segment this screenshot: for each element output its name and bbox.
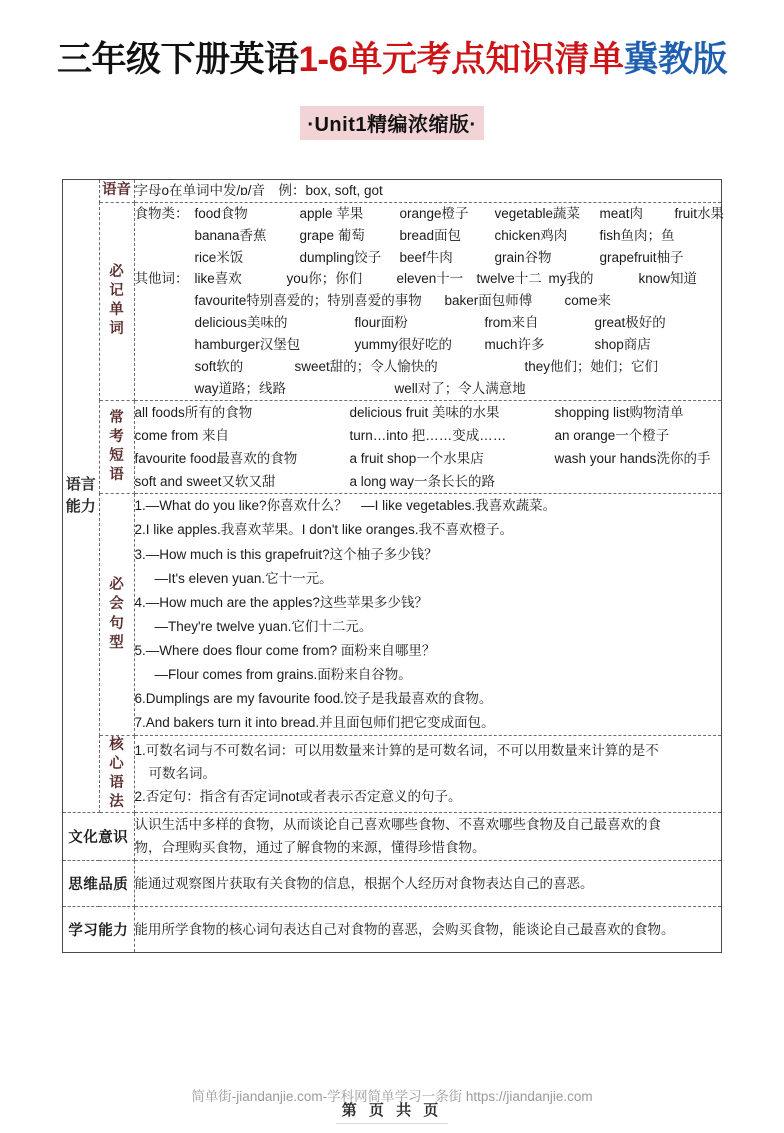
sentence-item: 7.And bakers turn it into bread.并且面包师们把它变成面包。 [134,714,495,730]
word-item: flour面粉 [354,315,408,331]
word-item: meat肉 [599,205,644,221]
word-item: delicious美味的 [194,315,288,331]
word-item: orange橙子 [399,205,469,221]
word-item: grain谷物 [494,249,552,265]
phrase-line [135,401,722,424]
phrase-item: an orange一个橙子 [554,427,670,443]
word-item: twelve十二 [476,271,542,287]
word-item: like喜欢 [194,271,242,287]
row-label-common-phrases: 常 考 短 语 [99,400,134,494]
word-item: fish鱼肉；鱼 [599,227,675,243]
phrase-item: come from 来自 [134,427,230,443]
table-row-thinking [63,860,721,906]
row-label-language-ability: 语言能力 [63,180,99,813]
word-line [134,203,725,225]
learning-line: 能用所学食物的核心词句表达自己对食物的喜恶，会购买食物，能谈论自己最喜欢的食物。 [134,921,675,937]
phrase-line [135,424,722,447]
phrase-item: soft and sweet又软又甜 [134,474,276,490]
page-indicator [0,1099,784,1124]
word-line [135,268,722,290]
word-line [135,378,722,400]
title-segment-units: 1-6单元考点知识清单 [298,40,624,79]
thinking-line: 能通过观察图片获取有关食物的信息，根据个人经历对食物表达自己的喜恶。 [134,875,594,891]
table-row-learning [63,906,721,952]
cell-phonetics [134,180,721,202]
row-label-key-sentences: 必 会 句 型 [99,494,134,735]
row-label-must-know-words: 必 记 单 词 [99,202,134,400]
word-group-lead-other: 其他词： [134,271,189,287]
row-label-phonetics: 语音 [99,180,134,202]
word-item: bread面包 [399,227,462,243]
row-label-learning-ability: 学习能力 [63,906,134,952]
indent-spacer [135,356,195,378]
table-row-phrases [63,400,721,494]
sentence-item: 3.—How much is this grapefruit?这个柚子多少钱？ [134,546,438,562]
row-label-thinking-quality: 思维品质 [63,860,134,906]
word-item: from来自 [484,315,539,331]
word-line [135,247,722,269]
cell-phrases [134,400,721,494]
indent-spacer [135,247,195,269]
phrase-item: wash your hands洗你的手 [554,451,711,467]
sentence-item: —It's eleven yuan.它十一元。 [154,570,333,586]
table-row-sentences [63,494,721,735]
word-group-lead-food: 食物类： [134,205,189,221]
sentence-item: 2.I like apples.我喜欢苹果。I don't like oranges.我不喜欢橙子。 [134,522,513,538]
phonetics-text: 字母o在单词中发/ɒ/音 例：box, soft, got [134,183,383,198]
phrase-item: favourite food最喜欢的食物 [134,451,298,467]
phrase-line [135,447,722,470]
word-item: apple 苹果 [299,205,364,221]
grammar-item: 2.否定句：指含有否定词not或者表示否定意义的句子。 [134,789,462,805]
page-indicator-text: 第 页 共 页 [341,1102,443,1119]
title-segment-edition: 冀教版 [623,40,728,79]
phrase-item: delicious fruit 美味的水果 [349,404,500,420]
word-line [135,290,722,312]
word-item: you你；你们 [286,271,363,287]
word-item: favourite特别喜爱的；特别喜爱的事物 [194,293,422,309]
unit-subtitle: ·Unit1精编浓缩版· [300,106,483,140]
word-item: baker面包师傅 [444,293,533,309]
word-item: fruit水果 [674,205,725,221]
word-item: shop商店 [594,337,651,353]
culture-line: 物，合理购买食物，通过了解食物的来源，懂得珍惜食物。 [134,840,486,856]
word-item: much许多 [484,337,545,353]
cell-grammar [134,735,721,813]
phrase-item: a fruit shop一个水果店 [349,451,484,467]
indent-spacer [135,334,195,356]
cell-words [134,202,725,400]
page-indicator-rule [336,1123,448,1124]
cell-thinking [134,860,721,906]
knowledge-table [62,179,725,953]
word-item: yummy很好吃的 [354,337,452,353]
table-row-grammar [63,735,721,813]
word-item: great极好的 [594,315,666,331]
word-item: grapefruit柚子 [599,249,684,265]
word-item: rice米饭 [194,249,244,265]
indent-spacer [135,378,195,400]
word-item: way道路；线路 [194,380,287,396]
culture-line: 认识生活中多样的食物，从而谈论自己喜欢哪些食物、不喜欢哪些食物及自己最喜欢的食 [134,817,661,833]
word-line [135,356,722,378]
sentence-item: 5.—Where does flour come from? 面粉来自哪里？ [134,642,436,658]
cell-sentences [134,494,721,735]
grammar-item: 1.可数名词与不可数名词：可以用数量来计算的是可数名词，不可以用数量来计算的是不 [134,743,659,759]
word-line [135,334,722,356]
cell-culture [134,813,721,860]
word-item: know知道 [638,271,698,287]
word-item: grape 葡萄 [299,227,365,243]
word-item: sweet甜的；令人愉快的 [294,358,438,374]
indent-spacer [135,290,195,312]
sentence-item: 1.—What do you like?你喜欢什么？ —I like vegetables.我喜欢蔬菜。 [134,498,557,514]
row-label-core-grammar: 核 心 语 法 [99,735,134,813]
word-item: they他们；她们；它们 [524,358,659,374]
word-line [135,225,722,247]
subtitle-container [0,106,784,140]
row-label-cultural-awareness: 文化意识 [63,813,134,860]
word-item: eleven十一 [396,271,464,287]
indent-spacer [135,312,195,334]
title-segment-grade: 三年级下册英语 [56,40,299,79]
word-item: dumpling饺子 [299,249,382,265]
phrase-item: turn…into 把……变成…… [349,427,507,443]
phrase-item: shopping list购物清单 [554,404,684,420]
sentence-item: —They're twelve yuan.它们十二元。 [154,618,373,634]
phrase-item: all foods所有的食物 [134,404,253,420]
word-item: beef牛肉 [399,249,453,265]
word-line [135,312,722,334]
sentence-item: —Flour comes from grains.面粉来自谷物。 [154,666,412,682]
table-row-words [63,202,721,400]
table-row-culture [63,813,721,860]
word-item: food食物 [194,205,248,221]
phrase-line [135,470,722,493]
cell-learning [134,906,721,952]
sentence-item: 4.—How much are the apples?这些苹果多少钱？ [134,594,428,610]
word-item: my我的 [548,271,594,287]
sentence-item: 6.Dumplings are my favourite food.饺子是我最喜欢的食物。 [134,690,493,706]
grammar-item: 可数名词。 [148,766,216,782]
site-watermark: 简单街-jiandanjie.com-学科网简单学习一条街 https://jiandanjie.com [191,1089,593,1104]
word-item: chicken鸡肉 [494,227,568,243]
indent-spacer [135,225,195,247]
table-row-phonetics [63,180,721,202]
word-item: come来 [564,293,612,309]
word-item: well对了；令人满意地 [394,380,526,396]
word-item: hamburger汉堡包 [194,337,301,353]
phrase-item: a long way一条长长的路 [349,474,496,490]
word-item: soft软的 [194,358,244,374]
word-item: banana香蕉 [194,227,267,243]
word-item: vegetable蔬菜 [494,205,581,221]
page-title [0,0,784,80]
